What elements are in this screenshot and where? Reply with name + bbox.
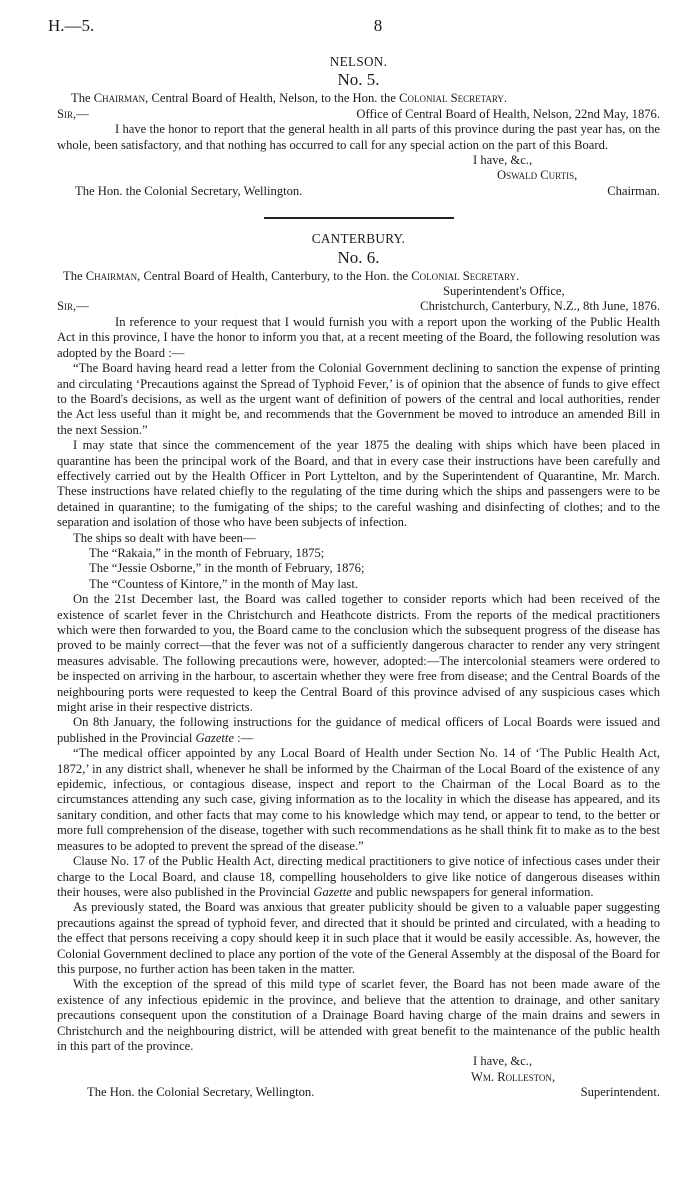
- canterbury-heading: CANTERBURY.: [311, 231, 406, 247]
- paragraph: As previously stated, the Board was anxious that greater publicity should be given to a valuable paper suggesting precautions against the spread of typhoid fever, and directed that it should be printed and circulated, with a heading to the effect that persons receiving a copy should keep it in such place that it would be easily accessible. As, however, the Colonial Government declined to place any portion of the vote of the General Assembly at the disposal of the Board for this purpose, no further action has been taken in the matter.: [57, 900, 660, 976]
- canterbury-office: Superintendent's Office,: [443, 284, 565, 299]
- nelson-salutation-row: [57, 107, 660, 122]
- nelson-office: Office of Central Board of Health, Nelson, 22nd May, 1876.: [356, 106, 660, 121]
- canterbury-closing-row: [57, 1085, 660, 1100]
- nelson-salutation: Sir,—: [57, 106, 89, 121]
- canterbury-title: Superintendent.: [580, 1085, 660, 1100]
- list-item: The “Jessie Osborne,” in the month of February, 1876;: [89, 561, 365, 576]
- canterbury-salutation-row: [57, 299, 660, 314]
- canterbury-recipient: The Hon. the Colonial Secretary, Wellington.: [87, 1085, 315, 1100]
- resolution-quote: “The Board having heard read a letter from the Colonial Government declining to sanction the expense of printing and circulating ‘Precautions against the Spread of Typhoid Fever,’ is of opinion that the absence of funds to give effect to the Board's decisions, as well as the urgent want of definition of powers of the central and local authorities, render the Act less useful than it might be, and recommends that the Government be moved to introduce an amended Bill in the next Session.”: [57, 361, 660, 437]
- nelson-i-have: I have, &c.,: [473, 153, 533, 168]
- canterbury-addressee: The Chairman, Central Board of Health, Canterbury, to the Hon. the Colonial Secretary.: [63, 268, 520, 283]
- paragraph: I may state that since the commencement of the year 1875 the dealing with ships which have been placed in quarantine has been the principal work of the Board, and that in every case their instructions have been carefully and effectively carried out by the Health Officer in Port Lyttelton, and by the Superintendent of Quarantine, Mr. March. These instructions have related chiefly to the regulating of the time during which the ships and passengers were to be detained in quarantine; to the fumigating of the ships; to the careful washing and disinfecting of clothes; and to the separation and isolation of those who have been subjects of infection.: [57, 438, 660, 530]
- document-body: [57, 54, 660, 1101]
- ships-list: [57, 546, 660, 592]
- canterbury-i-have: I have, &c.,: [473, 1054, 533, 1069]
- nelson-recipient: The Hon. the Colonial Secretary, Wellington.: [75, 183, 303, 198]
- nelson-signatory: Oswald Curtis,: [497, 168, 578, 183]
- paragraph-gazette: On 8th January, the following instructions for the guidance of medical officers of Local Boards were issued and published in the Provincial Gazette :—: [57, 715, 660, 745]
- canterbury-section: [57, 231, 660, 1100]
- page-header: [48, 16, 652, 40]
- page-number: 8: [373, 16, 383, 35]
- nelson-title: Chairman.: [607, 183, 660, 198]
- canterbury-salutation: Sir,—: [57, 299, 89, 314]
- nelson-section: [57, 54, 660, 199]
- paragraph: In reference to your request that I would furnish you with a report upon the working of the Public Health Act in this province, I have the honor to inform you that, at a recent meeting of the Board, the following resolution was adopted by the Board :—: [57, 314, 660, 360]
- paragraph: With the exception of the spread of this mild type of scarlet fever, the Board has not been made aware of the existence of any infectious epidemic in the province, and believe that the attention to drainage, and other sanitary precautions consequent upon the constitution of a Drainage Board having charge of the main drains and sewers in Christchurch and the neighbouring district, will be attended with great benefit to the maintenance of the public health in this part of the province.: [57, 977, 660, 1053]
- paragraph: The ships so dealt with have been—: [73, 530, 256, 545]
- instructions-quote: “The medical officer appointed by any Local Board of Health under Section No. 14 of ‘The Public Health Act, 1872,’ in any district shall, whenever he shall be informed by the Chairman of the Local Board of the existence of any epidemic, infectious, or contagious disease, inspect and report to the Chairman of the Local Board as to the circumstances attending any such case, giving information as to the locality in which the disease has appeared, and its sanitary condition, and other facts that may come to his knowledge which may tend, or appear to tend, to the better or more full comprehension of the disease, together with such recommendations as he shall think fit to make as to the best measures to be adopted to prevent the spread of the disease.”: [57, 746, 660, 853]
- list-item: The “Rakaia,” in the month of February, 1875;: [89, 545, 325, 560]
- canterbury-signatory: Wm. Rolleston,: [471, 1069, 556, 1084]
- nelson-closing-row: [57, 184, 660, 199]
- section-divider: [264, 217, 454, 219]
- document-reference: H.—5.: [48, 16, 95, 35]
- nelson-number: No. 5.: [337, 70, 380, 90]
- canterbury-number: No. 6.: [337, 247, 380, 267]
- paragraph: On the 21st December last, the Board was called together to consider reports which had been received of the existence of scarlet fever in the Christchurch and Heathcote districts. From the reports of the medical practitioners which were then forwarded to you, the Board came to the conclusion which the subsequent progress of the disease has proved to be mainly correct—that the fever was not of a sufficiently dangerous character to render any very stringent measures advisable. The following precautions were, however, adopted:—The intercolonial steamers were ordered to be inspected on arriving in the harbour, to ascertain whether they were free from disease; and the Central Boards of the neighbouring ports were requested to keep the Central Board of this province advised of any suspicious cases which might arise in their respective districts.: [57, 592, 660, 715]
- paragraph-clause: Clause No. 17 of the Public Health Act, directing medical practitioners to give notice of infectious cases under their charge to the Local Board, and clause 18, compelling householders to give like notice of dangerous diseases within their houses, were also published in the Provincial Gazette and public newspapers for general information.: [57, 854, 660, 899]
- nelson-body: I have the honor to report that the general health in all parts of this province during the past year has, on the whole, been satisfactory, and that nothing has occurred to call for any special action on the part of this Board.: [57, 122, 660, 152]
- nelson-addressee: The Chairman, Central Board of Health, Nelson, to the Hon. the Colonial Secretary.: [71, 91, 508, 106]
- list-item: The “Countess of Kintore,” in the month of May last.: [89, 576, 358, 591]
- canterbury-place-date: Christchurch, Canterbury, N.Z., 8th June, 1876.: [420, 299, 660, 314]
- nelson-heading: NELSON.: [329, 54, 388, 69]
